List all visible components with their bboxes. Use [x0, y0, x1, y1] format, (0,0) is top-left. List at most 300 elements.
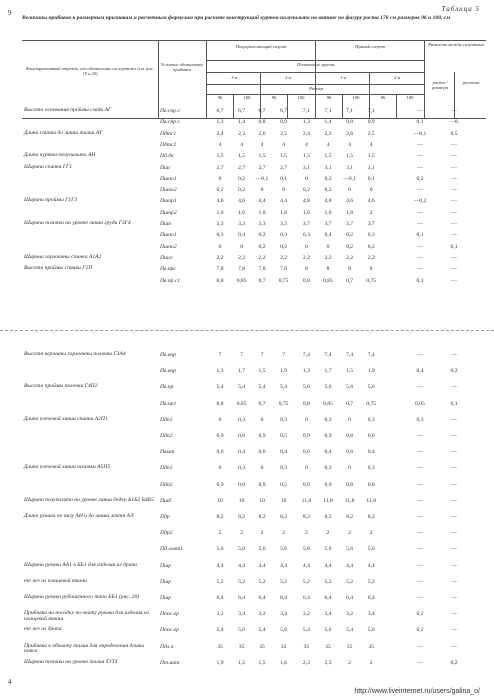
header-size: 96	[326, 95, 332, 100]
row-value: 0,6	[216, 449, 224, 456]
row-value: 5,6	[302, 546, 310, 553]
row-value: 2,2	[216, 254, 224, 261]
row-value: 3,4	[280, 611, 288, 618]
row-value: 1,5	[346, 368, 354, 375]
row-value: 0,5	[280, 433, 288, 439]
header-size: 96	[380, 95, 386, 100]
row-difference: —	[451, 546, 457, 553]
row-value: 1,5	[280, 153, 288, 160]
row-difference: —	[417, 465, 423, 472]
row-value: 3,7	[346, 221, 354, 227]
row-difference: —	[451, 433, 457, 439]
row-value: 8	[304, 266, 308, 273]
header-size-label: Размер	[309, 86, 323, 91]
row-value: 0,3	[367, 416, 375, 423]
row-value: 0,4	[367, 449, 375, 456]
row-difference: —	[451, 198, 457, 205]
row-value: 0	[348, 465, 351, 472]
row-difference: —	[417, 243, 423, 250]
row-difference: —	[417, 187, 423, 194]
row-value: 0,7	[346, 400, 354, 407]
row-difference: 0,1	[450, 400, 458, 407]
row-value: 0	[326, 243, 330, 250]
row-value: 0	[260, 465, 264, 472]
header-symbol: Условное обозначение прибавки	[160, 62, 204, 73]
row-value: —0,1	[255, 175, 269, 182]
row-value: 7,1	[302, 108, 310, 114]
row-value: 4	[240, 141, 243, 148]
row-value: 4,4	[258, 198, 266, 205]
row-difference: —	[451, 481, 457, 488]
row-label: Длина плечевой линии спинки A2П1	[24, 415, 108, 422]
row-difference: —	[417, 141, 423, 148]
row-value: 0,2	[280, 243, 288, 250]
row-value: 2,2	[280, 254, 288, 261]
row-value: 2,2	[346, 254, 354, 261]
row-symbol: Пшпо2	[160, 187, 177, 194]
row-difference: —	[417, 108, 423, 114]
row-difference: —	[417, 153, 423, 160]
row-difference: —	[417, 562, 423, 569]
row-value: 0,85	[236, 400, 247, 407]
row-value: 4,4	[258, 562, 266, 569]
row-difference: 0,4	[416, 368, 424, 375]
row-value: 0,6	[302, 449, 310, 456]
row-value: 35	[280, 643, 287, 650]
row-symbol: Пв.впр	[160, 368, 176, 375]
row-value: 0	[260, 187, 264, 194]
row-value: 2,7	[280, 164, 288, 171]
row-symbol: Пд.локт1	[160, 546, 183, 553]
row-value: 2,3	[324, 659, 332, 666]
row-value: 0,9	[324, 481, 332, 488]
row-value: 0,3	[324, 416, 332, 423]
row-label: Прибавка на посадку по окату рукава для изделия из плащевой ткани	[24, 610, 149, 622]
row-symbol: Пдтс1	[160, 130, 177, 137]
row-value: 0	[369, 187, 373, 194]
row-value: 0,8	[216, 277, 224, 284]
row-value: 2,5	[280, 130, 288, 137]
row-value: 1,3	[216, 368, 224, 375]
row-difference: 0,2	[416, 611, 424, 618]
row-value: 0,75	[278, 400, 289, 407]
row-value: 4,8	[302, 198, 310, 205]
row-value: 4,6	[238, 198, 246, 205]
row-value: 4,4	[238, 562, 246, 569]
row-value: 1,6	[216, 209, 224, 216]
row-value: 0,9	[280, 119, 288, 126]
row-value: 6,4	[258, 595, 266, 601]
row-value: 5,4	[280, 384, 288, 391]
row-value: 0,9	[258, 433, 266, 439]
row-value: 0,2	[324, 175, 332, 182]
row-value: 0,6	[238, 481, 246, 488]
row-value: 2,2	[302, 254, 310, 261]
row-value: 0,8	[302, 277, 310, 284]
row-value: 5,2	[238, 578, 246, 585]
row-value: 0,3	[324, 465, 332, 472]
row-value: 0,5	[280, 481, 288, 488]
row-difference: —	[417, 352, 423, 358]
row-value: 0,1	[367, 175, 375, 182]
row-value: 7	[218, 352, 222, 358]
row-difference: —	[451, 221, 457, 227]
row-value: 5,4	[258, 384, 266, 391]
row-value: 2,6	[258, 130, 266, 137]
row-value: 0,9	[258, 481, 266, 488]
row-value: 0,85	[236, 277, 247, 284]
row-value: 4	[369, 141, 373, 148]
row-symbol: Пв.пр1	[160, 400, 177, 407]
row-value: 5,6	[280, 627, 288, 634]
row-value: 0	[304, 416, 308, 423]
row-value: 35	[217, 643, 223, 650]
row-difference: —	[417, 221, 423, 227]
row-value: 1,5	[238, 659, 246, 666]
row-symbol: Пшпо2	[160, 243, 177, 250]
row-value: 4,6	[367, 198, 375, 205]
row-difference: 0,2	[450, 659, 458, 666]
row-value: 3,7	[324, 221, 332, 227]
row-symbol: Пв.пр	[160, 384, 174, 391]
row-symbol: Пшр	[160, 578, 172, 585]
row-value: 0,2	[258, 243, 266, 250]
row-label: Высота проймы спинки Г1П	[24, 265, 93, 272]
row-label: Высота основания проймы сзади AГ	[24, 107, 112, 113]
row-value: 5,6	[367, 384, 375, 391]
row-difference: —	[417, 530, 423, 537]
row-difference: —	[417, 595, 423, 601]
row-value: 1,5	[302, 153, 310, 160]
row-value: 1,8	[280, 209, 288, 216]
row-value: 5,6	[346, 546, 354, 553]
page-bottom-mark: 4	[8, 678, 12, 686]
row-symbol: Пв.впр	[160, 352, 176, 358]
header-feature: Конструктивный отрезок, его обозначение на чертеже (см. рис. 19 и 20)	[26, 66, 154, 77]
row-value: 5,4	[258, 627, 266, 634]
row-value: 5,6	[280, 546, 288, 553]
row-difference: —	[451, 352, 457, 358]
row-value: 3,1	[346, 164, 354, 171]
row-value: 7,4	[302, 352, 310, 358]
row-value: 0,3	[280, 232, 288, 239]
row-difference: —	[417, 578, 423, 585]
row-difference: —	[451, 266, 457, 273]
row-value: 6,7	[280, 108, 288, 114]
row-value: 5,2	[367, 578, 375, 585]
row-difference: —0,1	[413, 130, 427, 137]
row-value: 0,6	[367, 481, 375, 488]
row-value: 8	[326, 266, 330, 273]
row-value: 8	[369, 266, 373, 273]
row-value: 2,5	[367, 130, 375, 137]
row-value: 0,9	[302, 481, 310, 488]
row-label: Ширина спинки ГГ1	[24, 163, 73, 170]
row-value: 0,1	[280, 175, 288, 182]
row-value: 1,3	[302, 368, 310, 375]
row-value: 5,4	[238, 384, 246, 391]
row-difference: —	[451, 164, 457, 171]
row-value: 4,4	[324, 562, 332, 569]
row-value: 0	[218, 465, 222, 472]
row-value: 1,5	[258, 153, 266, 160]
row-difference: 0,5	[450, 130, 458, 137]
row-value: 5,4	[216, 627, 224, 634]
row-value: 0	[260, 416, 264, 423]
row-difference: —	[451, 232, 457, 239]
row-difference: —	[451, 108, 457, 114]
row-value: 0,3	[238, 416, 246, 423]
header-size: 100	[406, 95, 414, 100]
row-value: 8,2	[346, 514, 354, 520]
table-number: Таблица 5	[441, 5, 480, 13]
row-label: то же из драпа	[24, 626, 62, 633]
row-value: 1,8	[346, 209, 354, 216]
row-value: 4,4	[280, 198, 288, 205]
row-value: 2	[369, 659, 373, 666]
row-value: 6,7	[258, 108, 266, 114]
row-value: 1,6	[238, 209, 246, 216]
row-value: 4	[348, 141, 351, 148]
row-value: 4,4	[216, 562, 224, 569]
row-value: 0	[348, 416, 351, 423]
source-url-watermark: http://www.liveinternet.ru/users/galina_o/	[354, 688, 480, 695]
row-value: 4,4	[302, 562, 310, 569]
row-value: 0,2	[216, 187, 224, 194]
row-value: 0,9	[324, 433, 332, 439]
row-value: 4,4	[346, 562, 354, 569]
row-value: 5,6	[238, 627, 246, 634]
row-value: 0,6	[346, 449, 354, 456]
row-value: 3,1	[367, 164, 375, 171]
row-value: 0,3	[280, 465, 288, 472]
row-value: 4,4	[280, 562, 288, 569]
row-difference: —	[417, 164, 423, 171]
row-symbol: Пв.прс	[160, 266, 176, 273]
row-value: 3,2	[346, 611, 354, 618]
header-diff-col: роста / размера	[432, 80, 448, 91]
row-label: Длина плечевой линии полочки A5П5	[24, 464, 111, 471]
row-label: то же из плащевой ткани	[24, 577, 87, 584]
row-value: 0	[304, 175, 308, 182]
header-size: 100	[352, 95, 360, 100]
row-value: 2,2	[238, 254, 246, 261]
row-difference: —	[451, 384, 457, 391]
row-value: 0,6	[238, 433, 246, 439]
page-divider	[0, 330, 494, 331]
row-value: 2	[218, 530, 222, 537]
row-value: 1,3	[302, 119, 310, 126]
row-value: 1,9	[280, 368, 288, 375]
row-symbol: Пд.дк	[160, 153, 174, 160]
row-difference: —	[417, 254, 423, 261]
row-value: 2	[304, 530, 308, 537]
row-value: 0,8	[346, 481, 354, 488]
page-left-mark: 9	[8, 9, 12, 17]
row-symbol: Пшгс	[160, 254, 173, 261]
row-value: 10	[217, 497, 223, 504]
row-value: 35	[346, 643, 353, 650]
row-difference: —	[417, 481, 423, 488]
row-symbol: Пв.спр.з	[160, 119, 180, 126]
row-difference: —	[417, 266, 423, 273]
row-difference: —	[451, 514, 457, 520]
row-value: 0,9	[216, 433, 224, 439]
row-value: 3,1	[324, 164, 332, 171]
row-value: 0	[282, 187, 285, 194]
row-label: Высота проймы полочки Г4П2	[24, 383, 98, 390]
row-difference: —	[451, 175, 457, 182]
row-label: Ширина проймы Г1Г3	[24, 197, 78, 204]
row-difference: —	[417, 449, 423, 456]
row-difference: —	[417, 643, 423, 650]
row-value: 3,3	[238, 221, 246, 227]
row-value: 2	[369, 209, 373, 216]
row-value: 0,8	[258, 119, 266, 126]
row-difference: —	[451, 277, 457, 284]
row-difference: —	[451, 141, 457, 148]
row-value: 2	[326, 530, 330, 537]
row-value: 5,6	[302, 384, 310, 391]
row-symbol: Ппос.ор	[160, 611, 180, 618]
row-value: 6,4	[216, 595, 224, 601]
row-difference: —	[451, 530, 457, 537]
header-group-2: 2-я	[285, 75, 291, 80]
row-value: 2	[260, 530, 264, 537]
row-value: 5,6	[367, 627, 375, 634]
row-value: 7	[260, 352, 264, 358]
row-value: 11,8	[344, 497, 355, 504]
row-value: 0	[304, 243, 308, 250]
row-symbol: Пдп2	[160, 481, 173, 488]
row-value: 3,4	[367, 611, 375, 618]
row-value: 5,2	[302, 578, 310, 585]
row-symbol: Пшпо1	[160, 175, 177, 182]
row-value: 4	[218, 141, 222, 148]
row-value: 35	[238, 643, 245, 650]
row-value: 0,2	[238, 187, 246, 194]
row-value: 5,4	[302, 627, 310, 634]
header-fitted-silhouette: Полуприлегающий силуэт	[235, 44, 287, 49]
row-value: 0,85	[323, 277, 333, 284]
row-value: 35	[259, 643, 265, 650]
row-difference: —	[417, 546, 423, 553]
row-value: 0,3	[367, 465, 375, 472]
row-value: 8,2	[280, 514, 288, 520]
row-value: 7,1	[324, 108, 332, 114]
row-value: 2,2	[367, 254, 375, 261]
row-difference: —	[451, 643, 457, 650]
row-value: 3,4	[238, 611, 246, 618]
row-value: 1,9	[216, 659, 224, 666]
row-value: 3,2	[258, 611, 266, 618]
row-value: 2,7	[216, 164, 224, 171]
row-value: 0,8	[302, 400, 310, 407]
row-value: 0,2	[238, 175, 246, 182]
row-value: 0	[348, 187, 351, 194]
row-difference: —	[451, 497, 457, 504]
row-value: 5,6	[324, 546, 332, 553]
row-value: 2,2	[258, 254, 266, 261]
row-value: 0,6	[367, 433, 375, 439]
header-silhouette-difference: Разность между силуэтами	[428, 42, 484, 47]
row-value: 7,4	[324, 352, 332, 358]
row-value: 0,8	[346, 433, 354, 439]
row-label: Ширина горловины спинки A1A2	[24, 253, 102, 260]
row-value: 0,75	[366, 277, 377, 284]
row-value: 1,7	[238, 368, 246, 375]
row-value: 0,3	[280, 416, 288, 423]
row-value: 6,4	[324, 595, 332, 601]
row-value: 5,2	[258, 578, 266, 585]
row-symbol: Пдр2	[160, 530, 173, 537]
row-difference: —	[417, 384, 423, 391]
row-label: Ширина рукава рубашечного типа ББ1 (рис. 20)	[24, 594, 140, 600]
row-value: 0	[240, 243, 243, 250]
row-value: 5,6	[324, 627, 332, 634]
row-value: 5,4	[216, 384, 224, 391]
row-value: 3,3	[258, 221, 266, 227]
row-value: 6,4	[302, 595, 310, 601]
row-value: 0,3	[238, 465, 246, 472]
row-value: 0	[218, 243, 222, 250]
row-value: 7,4	[367, 352, 375, 358]
row-difference: —	[451, 187, 457, 194]
row-symbol: Пв.спр.з	[160, 108, 180, 114]
row-value: 11,8	[301, 497, 312, 504]
row-value: 8,2	[302, 514, 310, 520]
row-difference: —	[451, 627, 457, 634]
row-value: 0,3	[216, 232, 224, 239]
row-difference: —	[451, 209, 457, 216]
row-difference: 0,2	[416, 627, 424, 634]
row-value: 3,2	[302, 611, 310, 618]
row-symbol: Пдп1	[160, 416, 173, 423]
row-value: 1,5	[238, 153, 246, 160]
row-difference: —	[451, 465, 457, 472]
row-difference: —	[417, 497, 423, 504]
row-difference: —	[417, 659, 423, 666]
row-symbol: Пшр	[160, 595, 172, 601]
row-value: 11,8	[323, 497, 333, 504]
header-straight-silhouette: Прямой силуэт	[355, 44, 385, 49]
row-value: 3,3	[280, 221, 288, 227]
row-value: 8,2	[367, 514, 375, 520]
row-value: 5,4	[346, 627, 354, 634]
row-value: 0	[218, 416, 222, 423]
row-label: Длина рукава по низу AH и до линии локтя AЛ	[24, 513, 134, 519]
row-value: 1,5	[324, 153, 332, 160]
row-difference: —	[451, 449, 457, 456]
row-value: 0,4	[324, 449, 332, 456]
row-value: 5,2	[324, 578, 332, 585]
row-difference: —	[451, 562, 457, 569]
row-symbol: Пвыт	[160, 449, 175, 456]
row-value: 6,7	[216, 108, 224, 114]
row-value: 8,2	[216, 514, 224, 520]
row-value: 2,4	[216, 130, 224, 137]
row-difference: —	[451, 578, 457, 585]
row-value: 0,9	[302, 433, 310, 439]
row-value: 0,4	[238, 232, 246, 239]
row-symbol: Пдп1	[160, 465, 173, 472]
row-symbol: Пшпо1	[160, 232, 177, 239]
row-value: 8,2	[238, 514, 246, 520]
row-value: 3,4	[324, 611, 332, 618]
row-value: 6,4	[367, 595, 375, 601]
row-label: Длина куртки-полупальто AH	[24, 152, 96, 159]
row-value: 2,3	[302, 659, 310, 666]
